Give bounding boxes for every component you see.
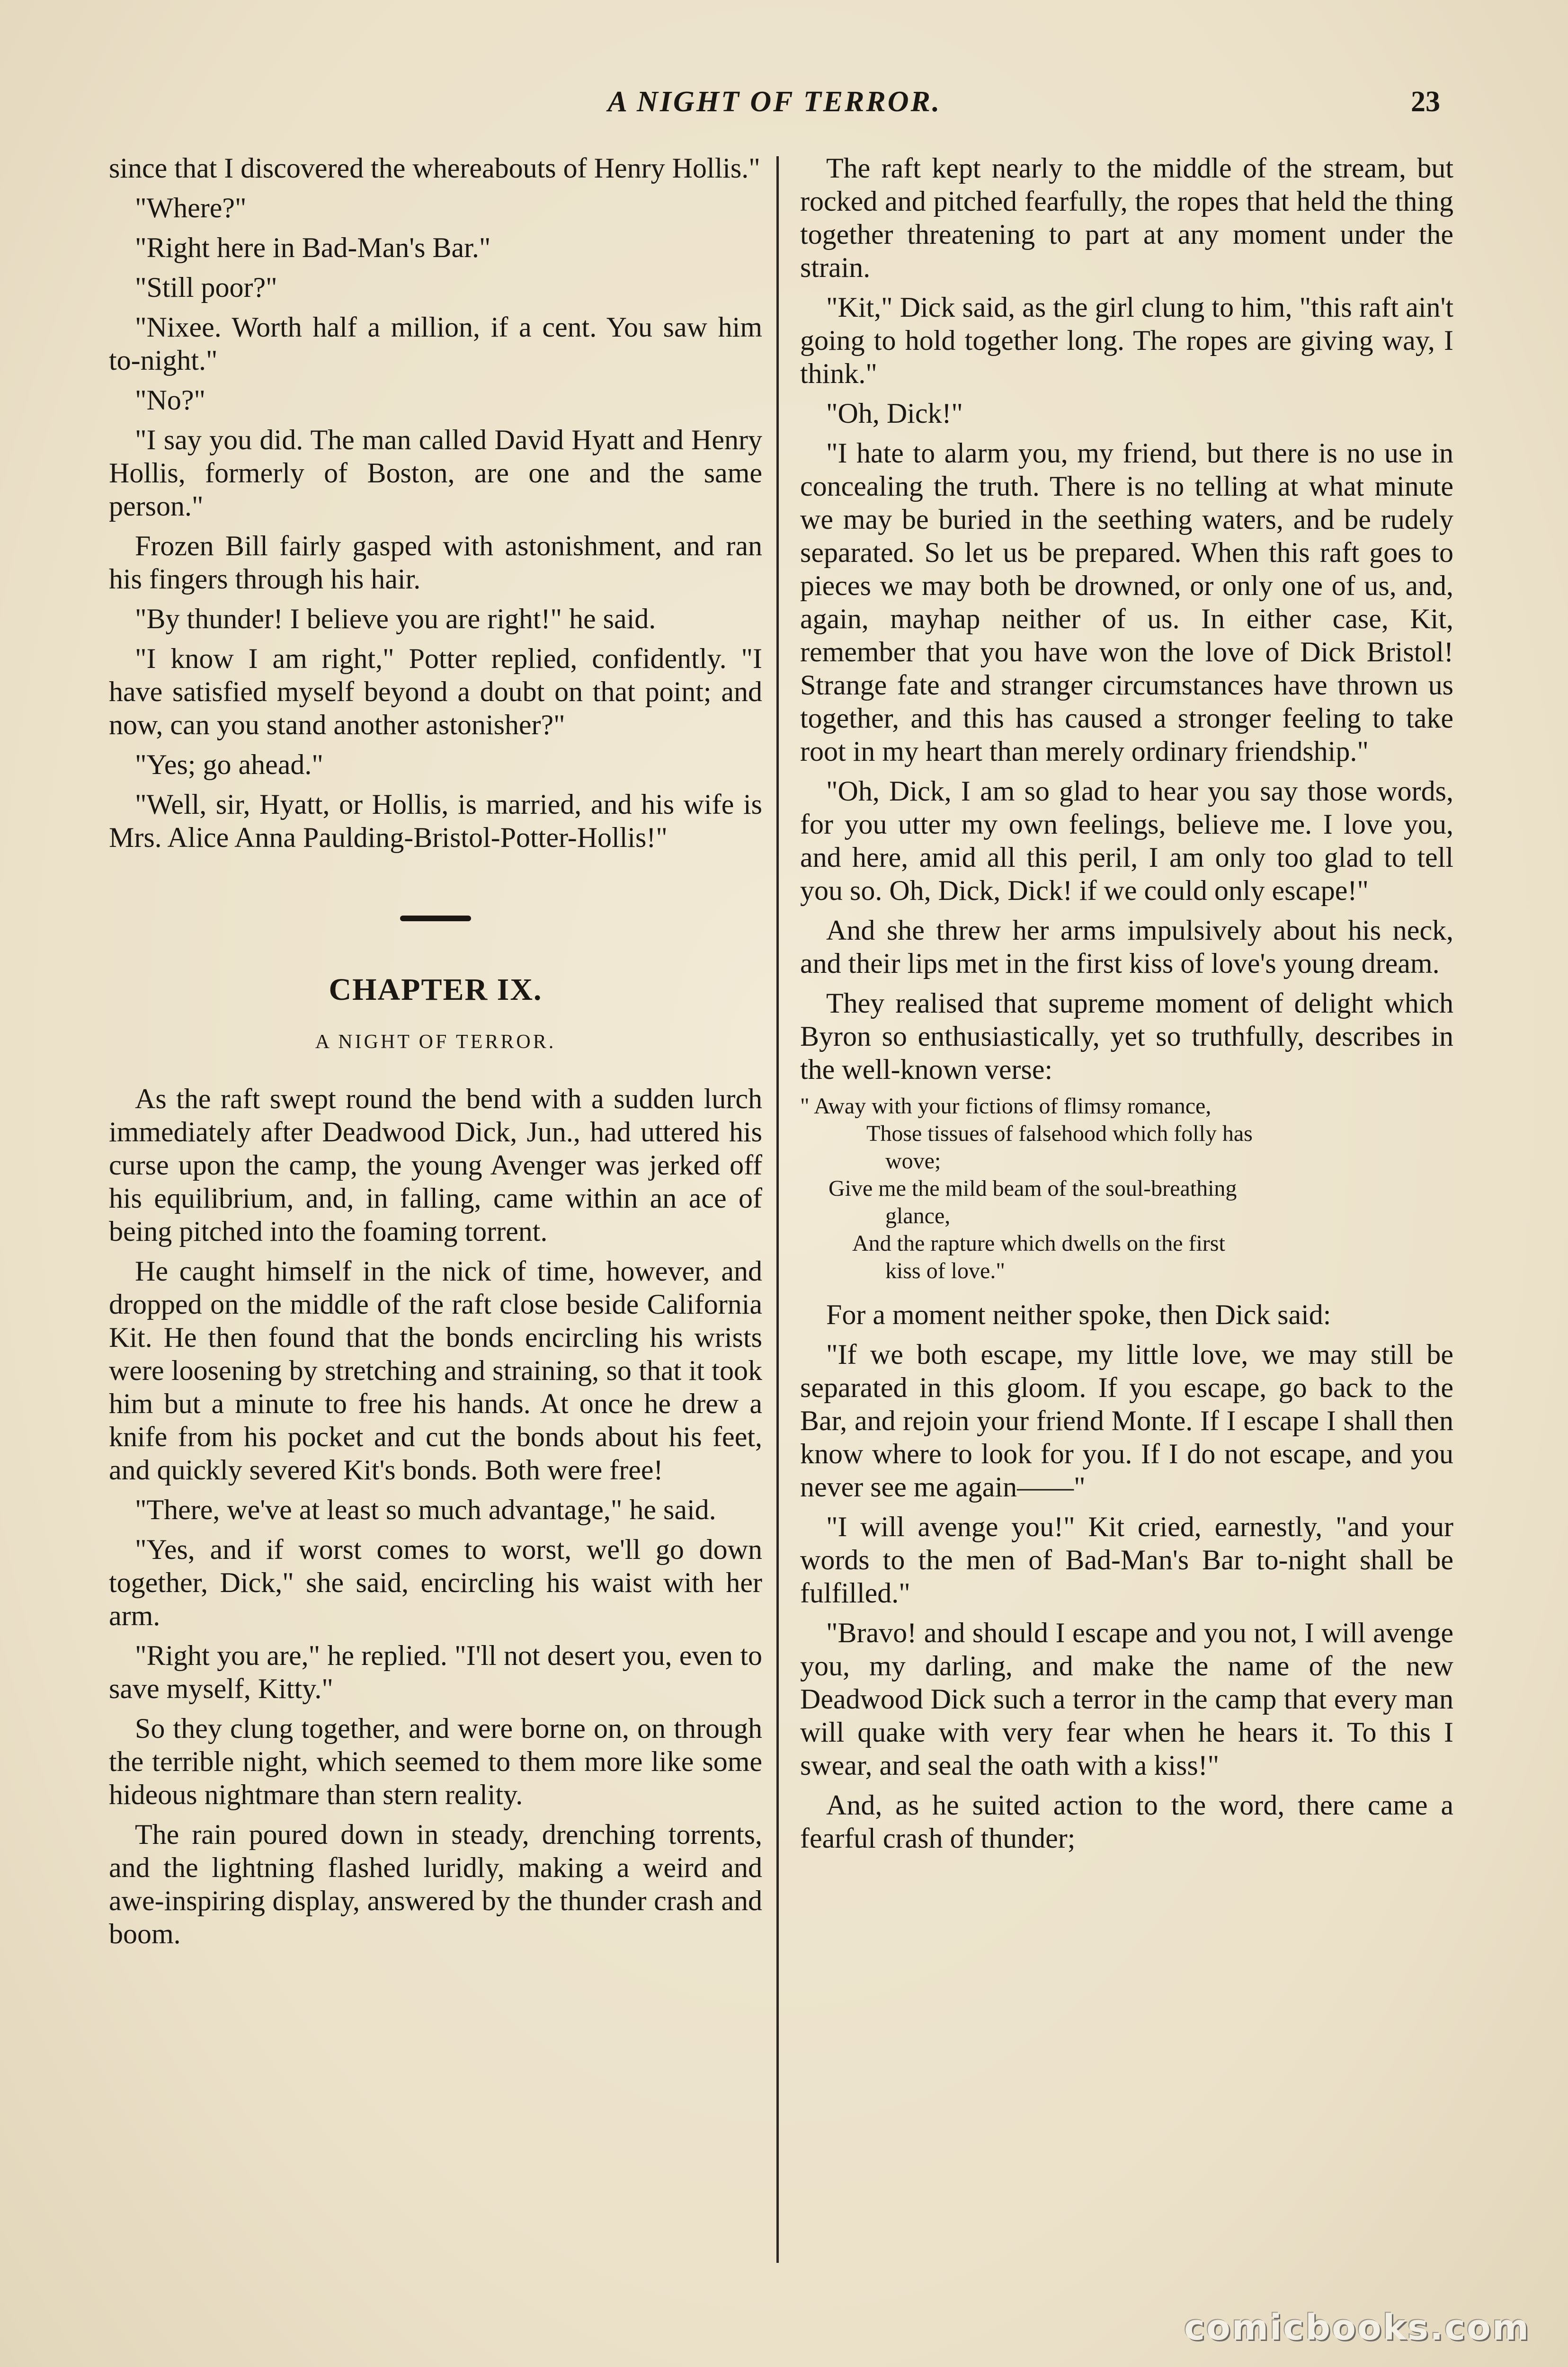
paragraph: "Yes, and if worst comes to worst, we'll go down together, Dick," she said, encircling his waist with her arm. [109,1534,762,1631]
verse-line: wove; [885,1148,941,1174]
paragraph: "Right you are," he replied. "I'll not desert you, even to save myself, Kitty." [109,1640,762,1704]
page-number: 23 [1411,86,1440,118]
paragraph: "Nixee. Worth half a million, if a cent. You saw him to-night." [109,311,762,376]
running-title: A NIGHT OF TERROR. [607,86,942,118]
paragraph: "No?" [135,384,205,416]
left-column [109,151,762,1957]
paragraph: "Right here in Bad-Man's Bar." [135,232,491,263]
verse-line: Give me the mild beam of the soul-breathing [829,1176,1237,1201]
paragraph: And she threw her arms impulsively about his neck, and their lips met in the first kiss of love's young dream. [800,915,1453,979]
paragraph: "Kit," Dick said, as the girl clung to him, "this raft ain't going to hold together long. The ropes are giving way, I think." [800,292,1453,389]
paragraph: "Still poor?" [135,272,277,303]
right-column [800,151,1453,1861]
paragraph: For a moment neither spoke, then Dick said: [826,1299,1331,1330]
paragraph: "Well, sir, Hyatt, or Hollis, is married, and his wife is Mrs. Alice Anna Paulding-Bristol-Potter-Hollis!" [109,789,762,853]
paragraph: He caught himself in the nick of time, however, and dropped on the middle of the raft close beside California Kit. He then found that the bonds encircling his wrists were loosening by stretching and straining, so that it took him but a minute to free his hands. At once he drew a knife from his pocket and cut the bonds about his feet, and quickly severed Kit's bonds. Both were free! [109,1255,762,1486]
running-head [109,85,1440,123]
paragraph: "By thunder! I believe you are right!" he said. [135,603,656,634]
paragraph: since that I discovered the whereabouts of Henry Hollis." [109,152,760,184]
verse-line: " Away with your fictions of flimsy romance, [800,1094,1212,1119]
paragraph: "Yes; go ahead." [135,749,323,780]
paragraph: The raft kept nearly to the middle of the stream, but rocked and pitched fearfully, the ropes that held the thing together threatening to part at any moment under the strain. [800,152,1453,283]
chapter-title: A NIGHT OF TERROR. [315,1031,556,1053]
paragraph: And, as he suited action to the word, there came a fearful crash of thunder; [800,1789,1453,1854]
paragraph: "I know I am right," Potter replied, confidently. "I have satisfied myself beyond a doubt on that point; and now, can you stand another astonisher?" [109,643,762,740]
paragraph: So they clung together, and were borne on, on through the terrible night, which seemed to them more like some hideous nightmare than stern reality. [109,1713,762,1810]
paragraph: "Oh, Dick, I am so glad to hear you say those words, for you utter my own feelings, believe me. I love you, and here, amid all this peril, I am only too glad to tell you so. Oh, Dick, Dick! if we could only escape!" [800,775,1453,906]
paragraph: "Oh, Dick!" [826,398,963,429]
paragraph: "Bravo! and should I escape and you not, I will avenge you, my darling, and make the name of the new Deadwood Dick such a terror in the camp that every man will quake with very fear when he hears it. To this I swear, and seal the oath with a kiss!" [800,1617,1453,1781]
verse-line: Those tissues of falsehood which folly has [866,1121,1253,1146]
paragraph: They realised that supreme moment of delight which Byron so enthusiastically, yet so truthfully, describes in the well-known verse: [800,988,1453,1085]
paragraph: "I will avenge you!" Kit cried, earnestly, "and your words to the men of Bad-Man's Bar to-night shall be fulfilled." [800,1511,1453,1609]
verse-line: kiss of love." [885,1258,1005,1283]
verse-line: And the rapture which dwells on the first [852,1231,1225,1256]
watermark: comicbooks.com [1184,2307,1530,2348]
paragraph: "Where?" [135,192,247,223]
paragraph: Frozen Bill fairly gasped with astonishment, and ran his fingers through his hair. [109,530,762,595]
chapter-heading: CHAPTER IX. [329,972,543,1007]
paragraph: "I hate to alarm you, my friend, but there is no use in concealing the truth. There is no telling at what minute we may be buried in the seething waters, and be rudely separated. So let us be prepared. When this raft goes to pieces we may both be drowned, or only one of us, and, again, mayhap neither of us. In either case, Kit, remember that you have won the love of Dick Bristol! Strange fate and stranger circumstances have thrown us together, and this has caused a stronger feeling to take root in my heart than merely ordinary friendship." [800,437,1453,767]
column-divider [776,156,779,2263]
paragraph: The rain poured down in steady, drenching torrents, and the lightning flashed luridly, making a weird and awe-inspiring display, answered by the thunder crash and boom. [109,1819,762,1949]
section-ornament [400,916,471,921]
verse-line: glance, [885,1203,951,1228]
verse-quote [800,1093,1453,1285]
paragraph: As the raft swept round the bend with a sudden lurch immediately after Deadwood Dick, Jun., had uttered his curse upon the camp, the young Avenger was jerked off his equilibrium, and, in falling, came within an ace of being pitched into the foaming torrent. [109,1083,762,1247]
paragraph: "I say you did. The man called David Hyatt and Henry Hollis, formerly of Boston, are one and the same person." [109,424,762,522]
paragraph: "If we both escape, my little love, we may still be separated in this gloom. If you escape, go back to the Bar, and rejoin your friend Monte. If I escape I shall then know where to look for you. If I do not escape, and you never see me again——" [800,1339,1453,1503]
paragraph: "There, we've at least so much advantage," he said. [135,1494,716,1525]
